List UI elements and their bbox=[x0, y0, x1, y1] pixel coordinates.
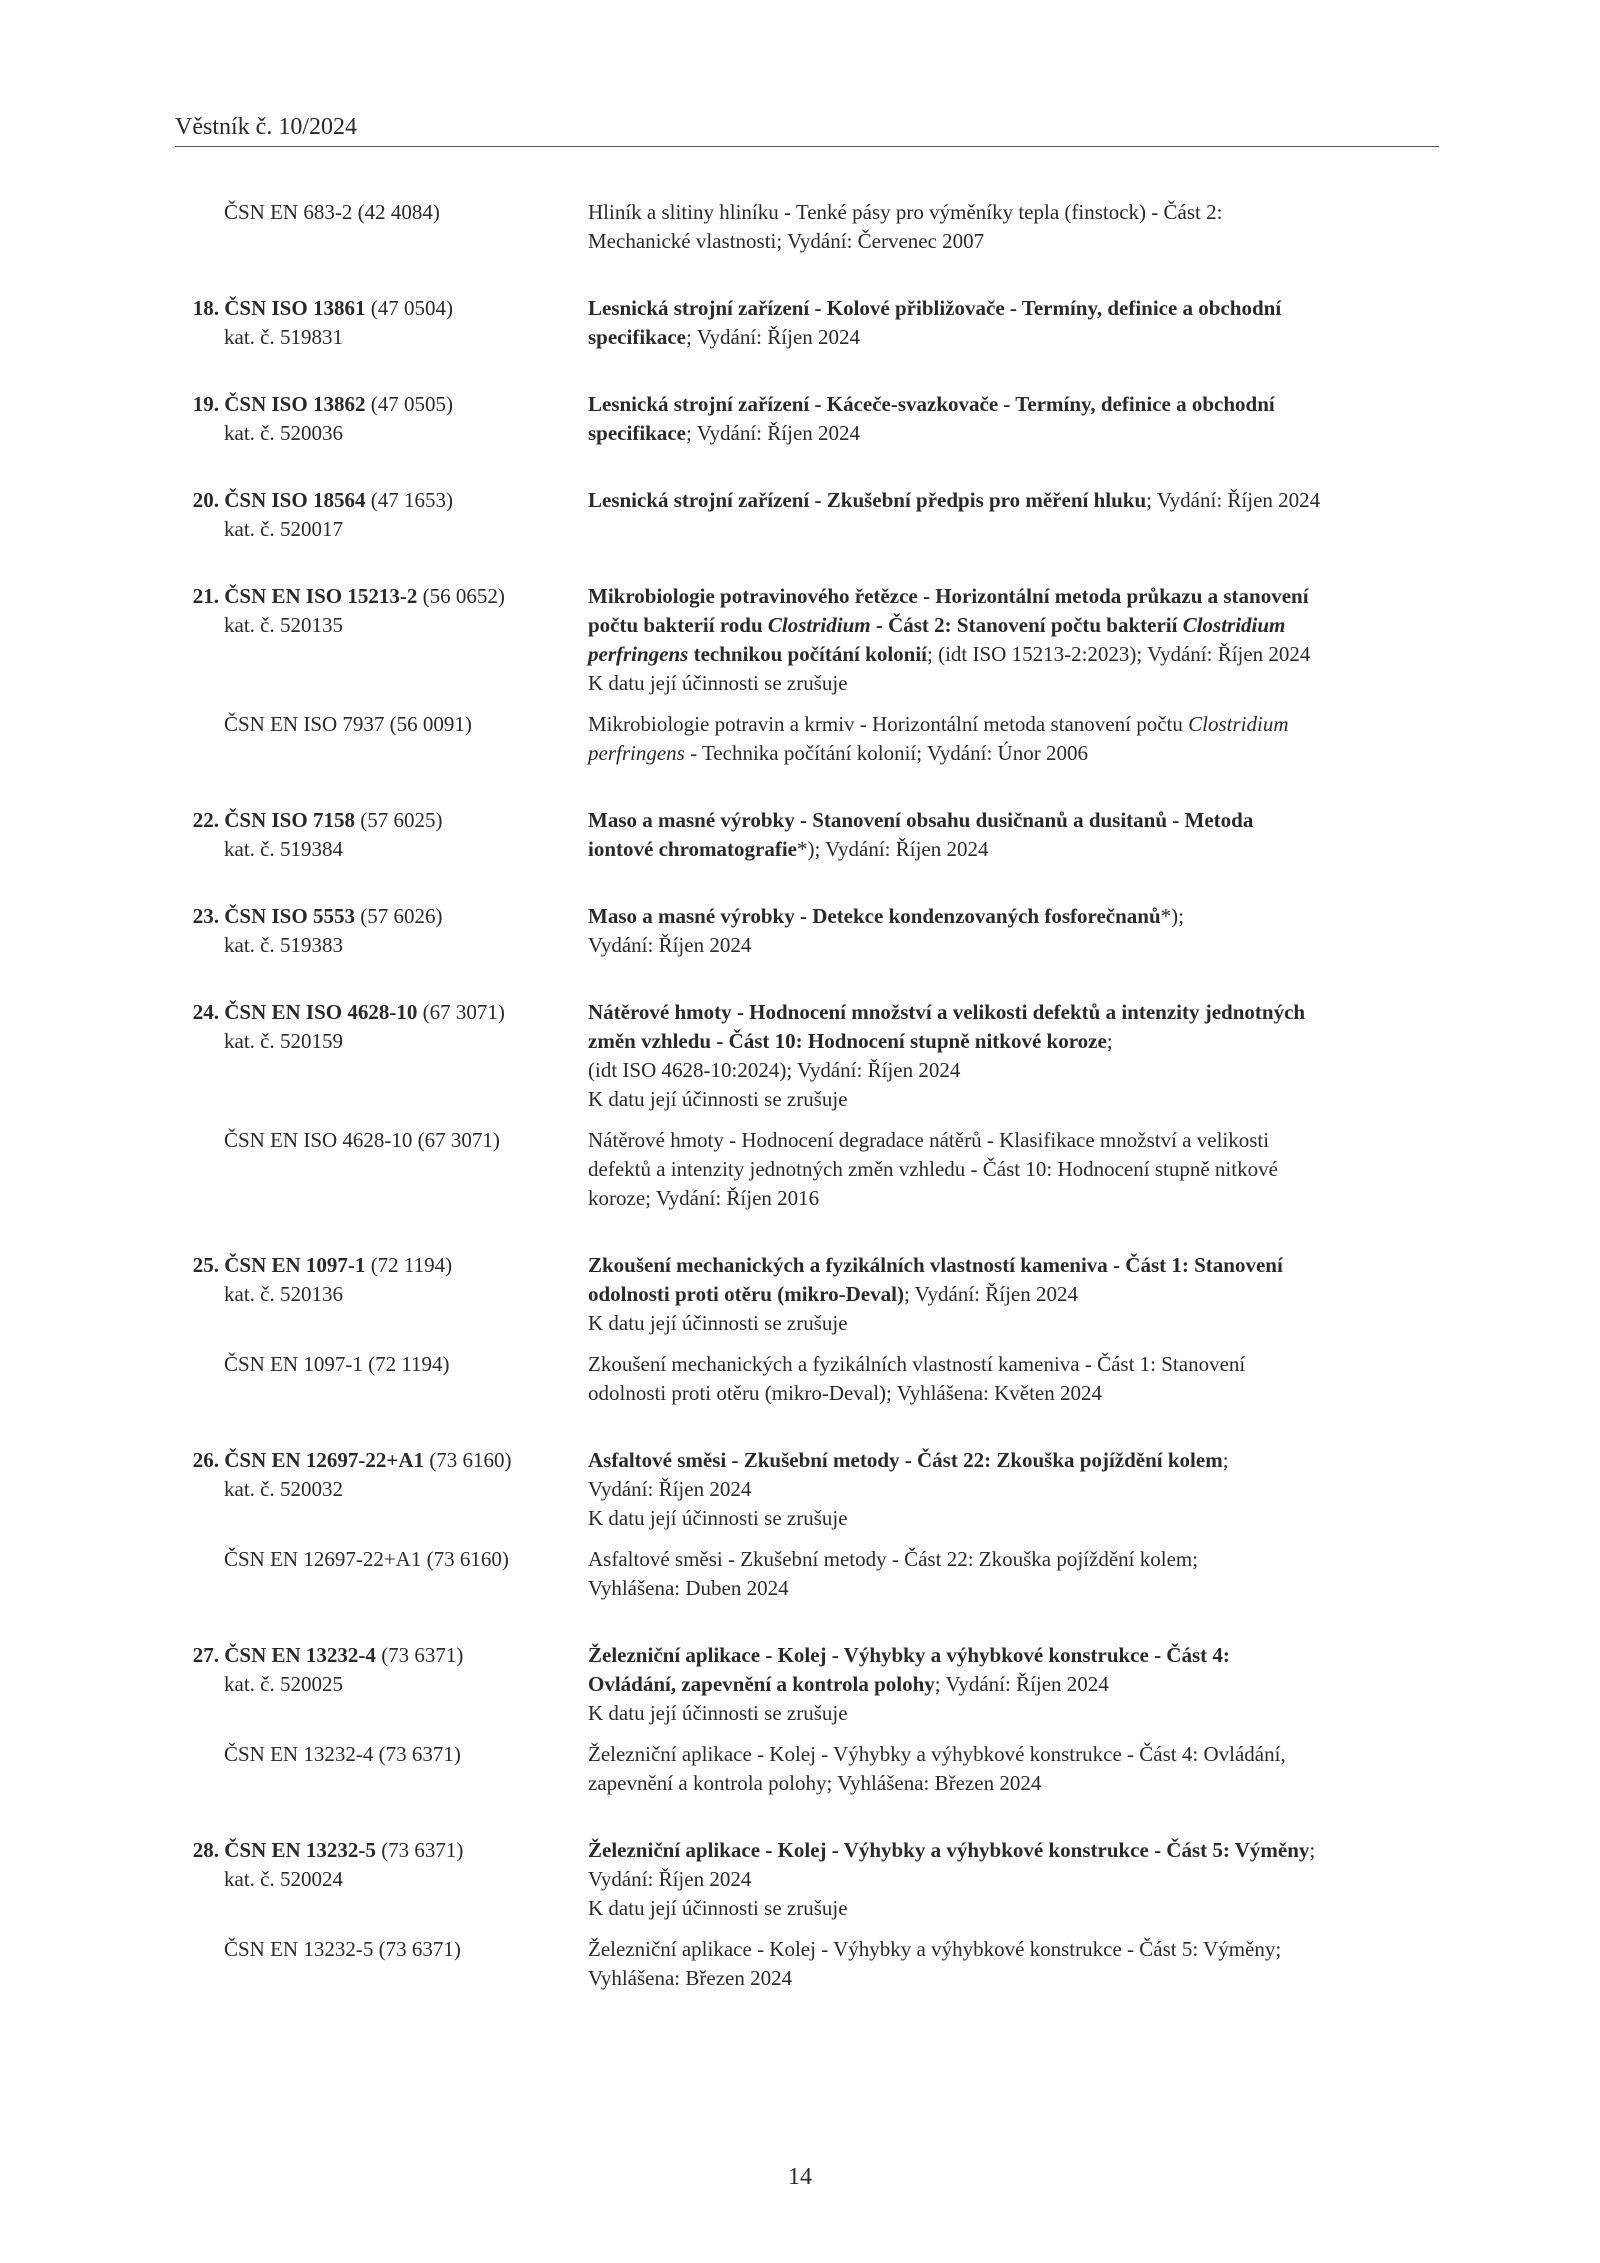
standard-title-part: *); bbox=[1160, 904, 1184, 928]
standard-title-cell bbox=[588, 1446, 1439, 1533]
standard-code-cell bbox=[175, 390, 588, 448]
superseded-title-line: defektů a intenzity jednotných změn vzhledu - Část 10: Hodnocení stupně nitkové bbox=[588, 1157, 1278, 1181]
standard-title-italic: perfringens bbox=[588, 642, 689, 666]
superseded-code: ČSN EN 13232-5 (73 6371) bbox=[224, 1937, 461, 1961]
superseded-code: ČSN EN 13232-4 (73 6371) bbox=[224, 1742, 461, 1766]
issue-date: Vydání: Říjen 2024 bbox=[588, 1867, 752, 1891]
standard-code: ČSN EN ISO 15213-2 bbox=[224, 584, 418, 608]
standard-row bbox=[175, 998, 1439, 1114]
standard-title-cell bbox=[588, 806, 1439, 864]
standard-row bbox=[175, 902, 1439, 960]
superseded-code: ČSN EN 12697-22+A1 (73 6160) bbox=[224, 1547, 509, 1571]
superseded-code-cell bbox=[175, 1126, 588, 1213]
catalog-number: kat. č. 520136 bbox=[224, 1282, 343, 1306]
standard-row bbox=[175, 582, 1439, 698]
standard-title-cell bbox=[588, 294, 1439, 352]
superseded-code-cell bbox=[175, 1350, 588, 1408]
standard-code-cell bbox=[175, 1641, 588, 1728]
superseded-code: ČSN EN ISO 7937 (56 0091) bbox=[224, 712, 472, 736]
superseded-row bbox=[175, 1740, 1439, 1798]
page-number: 14 bbox=[788, 2164, 812, 2190]
list-item bbox=[175, 1836, 1439, 1993]
issue-date: ; Vydání: Říjen 2024 bbox=[1146, 488, 1321, 512]
superseded-title-italic: perfringens bbox=[588, 741, 685, 765]
standard-title-line: Zkoušení mechanických a fyzikálních vlastností kameniva - Část 1: Stanovení bbox=[588, 1253, 1283, 1277]
list-item bbox=[175, 806, 1439, 864]
standard-row bbox=[175, 806, 1439, 864]
catalog-number: kat. č. 520024 bbox=[224, 1867, 343, 1891]
superseded-code: ČSN EN 683-2 (42 4084) bbox=[224, 200, 440, 224]
standard-code: ČSN ISO 13862 bbox=[224, 392, 366, 416]
standard-row bbox=[175, 1836, 1439, 1923]
withdrawal-note: K datu její účinnosti se zrušuje bbox=[588, 1701, 848, 1725]
standard-code: ČSN EN 13232-5 bbox=[224, 1838, 376, 1862]
superseded-title-part: Mikrobiologie potravin a krmiv - Horizontální metoda stanovení počtu bbox=[588, 712, 1189, 736]
standard-code: ČSN ISO 7158 bbox=[224, 808, 355, 832]
superseded-row bbox=[175, 1935, 1439, 1993]
standard-title-bold: iontové chromatografie bbox=[588, 837, 797, 861]
standard-title-line: Lesnická strojní zařízení - Káceče-svazkovače - Termíny, definice a obchodní bbox=[588, 392, 1275, 416]
standard-title-bold: odolnosti proti otěru (mikro-Deval) bbox=[588, 1282, 904, 1306]
standard-title-line: Lesnická strojní zařízení - Kolové přibližovače - Termíny, definice a obchodní bbox=[588, 296, 1282, 320]
standard-title-bold: změn vzhledu - Část 10: Hodnocení stupně nitkové koroze bbox=[588, 1029, 1107, 1053]
classification-code: (47 0504) bbox=[365, 296, 453, 320]
standard-title-cell bbox=[588, 1251, 1439, 1338]
standard-title-cell bbox=[588, 486, 1439, 544]
standard-title-italic: Clostridium bbox=[1182, 613, 1286, 637]
standard-title-cell bbox=[588, 998, 1439, 1114]
standard-title-bold: specifikace bbox=[588, 325, 686, 349]
superseded-code: ČSN EN 1097-1 (72 1194) bbox=[224, 1352, 450, 1376]
list-item bbox=[175, 294, 1439, 352]
withdrawal-note: K datu její účinnosti se zrušuje bbox=[588, 671, 848, 695]
entry-number: 25. bbox=[192, 1253, 219, 1277]
list-item bbox=[175, 1446, 1439, 1603]
standard-title-part: počtu bakterií rodu bbox=[588, 613, 768, 637]
classification-code: (57 6025) bbox=[354, 808, 443, 832]
superseded-title-line: Nátěrové hmoty - Hodnocení degradace nátěrů - Klasifikace množství a velikosti bbox=[588, 1128, 1270, 1152]
standard-code-cell bbox=[175, 1251, 588, 1338]
standard-code-cell bbox=[175, 486, 588, 544]
issue-date: ; Vydání: Říjen 2024 bbox=[934, 1672, 1109, 1696]
standard-code: ČSN EN 1097-1 bbox=[224, 1253, 366, 1277]
classification-code: (47 0505) bbox=[365, 392, 453, 416]
entry-number: 28. bbox=[192, 1838, 219, 1862]
superseded-title-cell bbox=[588, 1740, 1439, 1798]
superseded-title-cell bbox=[588, 1935, 1439, 1993]
superseded-title-part: - Technika počítání kolonií; Vydání: Únor 2006 bbox=[684, 741, 1088, 765]
page-header bbox=[175, 112, 1439, 147]
classification-code: (73 6160) bbox=[424, 1448, 512, 1472]
entry-number: 22. bbox=[192, 808, 219, 832]
superseded-title-line: zapevnění a kontrola polohy; Vyhlášena: Březen 2024 bbox=[588, 1771, 1042, 1795]
standard-title-cell bbox=[588, 902, 1439, 960]
standard-title-line: Železniční aplikace - Kolej - Výhybky a výhybkové konstrukce - Část 4: bbox=[588, 1643, 1230, 1667]
superseded-title-line: Vyhlášena: Březen 2024 bbox=[588, 1966, 793, 1990]
standard-row bbox=[175, 294, 1439, 352]
standard-title-bold: Lesnická strojní zařízení - Zkušební předpis pro měření hluku bbox=[588, 488, 1147, 512]
classification-code: (47 1653) bbox=[365, 488, 453, 512]
standards-list bbox=[175, 198, 1439, 2031]
standard-code: ČSN EN 13232-4 bbox=[224, 1643, 376, 1667]
list-item bbox=[175, 390, 1439, 448]
issue-date: ; Vydání: Říjen 2024 bbox=[903, 1282, 1078, 1306]
standard-title-part: technikou počítání kolonií bbox=[688, 642, 927, 666]
catalog-number: kat. č. 520159 bbox=[224, 1029, 343, 1053]
standard-row bbox=[175, 390, 1439, 448]
standard-title-part: ; bbox=[1106, 1029, 1113, 1053]
standard-code: ČSN ISO 13861 bbox=[224, 296, 366, 320]
standard-code-cell bbox=[175, 582, 588, 698]
superseded-code-cell bbox=[175, 198, 588, 256]
standard-code-cell bbox=[175, 902, 588, 960]
superseded-title-line: odolnosti proti otěru (mikro-Deval); Vyhlášena: Květen 2024 bbox=[588, 1381, 1103, 1405]
entry-number: 20. bbox=[192, 488, 219, 512]
catalog-number: kat. č. 520025 bbox=[224, 1672, 343, 1696]
superseded-row bbox=[175, 1350, 1439, 1408]
catalog-number: kat. č. 519383 bbox=[224, 933, 343, 957]
entry-number: 18. bbox=[192, 296, 219, 320]
issue-date: (idt ISO 4628-10:2024); Vydání: Říjen 2024 bbox=[588, 1058, 961, 1082]
standard-title-bold: Maso a masné výrobky - Detekce kondenzovaných fosforečnanů bbox=[588, 904, 1161, 928]
standard-title-bold: specifikace bbox=[588, 421, 686, 445]
classification-code: (57 6026) bbox=[354, 904, 443, 928]
classification-code: (67 3071) bbox=[417, 1000, 505, 1024]
standard-row bbox=[175, 486, 1439, 544]
superseded-title-line: Železniční aplikace - Kolej - Výhybky a výhybkové konstrukce - Část 5: Výměny; bbox=[588, 1937, 1282, 1961]
standard-code-cell bbox=[175, 806, 588, 864]
catalog-number: kat. č. 520017 bbox=[224, 517, 343, 541]
superseded-row bbox=[175, 710, 1439, 768]
standard-row bbox=[175, 1446, 1439, 1533]
catalog-number: kat. č. 520036 bbox=[224, 421, 343, 445]
standard-title-part: ; bbox=[1309, 1838, 1316, 1862]
superseded-row bbox=[175, 198, 1439, 256]
superseded-code-cell bbox=[175, 1545, 588, 1603]
standard-title-cell bbox=[588, 1641, 1439, 1728]
superseded-code-cell bbox=[175, 710, 588, 768]
classification-code: (73 6371) bbox=[375, 1838, 464, 1862]
superseded-title-line: koroze; Vydání: Říjen 2016 bbox=[588, 1186, 820, 1210]
entry-number: 24. bbox=[192, 1000, 219, 1024]
withdrawal-note: K datu její účinnosti se zrušuje bbox=[588, 1896, 848, 1920]
superseded-row bbox=[175, 1126, 1439, 1213]
standard-title-part: - Část 2: Stanovení počtu bakterií bbox=[870, 613, 1183, 637]
superseded-title-line: Hliník a slitiny hliníku - Tenké pásy pro výměníky tepla (finstock) - Část 2: bbox=[588, 200, 1223, 224]
standard-code: ČSN EN 12697-22+A1 bbox=[224, 1448, 425, 1472]
standard-title-line: Nátěrové hmoty - Hodnocení množství a velikosti defektů a intenzity jednotných bbox=[588, 1000, 1306, 1024]
standard-title-cell bbox=[588, 582, 1439, 698]
issue-date: ; Vydání: Říjen 2024 bbox=[685, 421, 861, 445]
superseded-title-line: Vyhlášena: Duben 2024 bbox=[588, 1576, 789, 1600]
standard-code-cell bbox=[175, 1836, 588, 1923]
list-item bbox=[175, 998, 1439, 1213]
superseded-row bbox=[175, 1545, 1439, 1603]
standard-title-bold: Železniční aplikace - Kolej - Výhybky a výhybkové konstrukce - Část 5: Výměny bbox=[588, 1838, 1310, 1862]
standard-code: ČSN ISO 18564 bbox=[224, 488, 366, 512]
standard-code-cell bbox=[175, 1446, 588, 1533]
list-item bbox=[175, 1251, 1439, 1408]
classification-code: (72 1194) bbox=[365, 1253, 453, 1277]
superseded-title-italic: Clostridium bbox=[1188, 712, 1289, 736]
page-footer bbox=[0, 2162, 1600, 2192]
catalog-number: kat. č. 520032 bbox=[224, 1477, 343, 1501]
superseded-title-line: Zkoušení mechanických a fyzikálních vlastností kameniva - Část 1: Stanovení bbox=[588, 1352, 1246, 1376]
superseded-title-cell bbox=[588, 1545, 1439, 1603]
issue-date: Vydání: Říjen 2024 bbox=[588, 1477, 752, 1501]
withdrawal-note: K datu její účinnosti se zrušuje bbox=[588, 1087, 848, 1111]
standard-title-line: Maso a masné výrobky - Stanovení obsahu dusičnanů a dusitanů - Metoda bbox=[588, 808, 1254, 832]
superseded-title-line: Železniční aplikace - Kolej - Výhybky a výhybkové konstrukce - Část 4: Ovládání, bbox=[588, 1742, 1286, 1766]
entry-number: 21. bbox=[192, 584, 219, 608]
standard-title-italic: Clostridium bbox=[767, 613, 871, 637]
list-item bbox=[175, 198, 1439, 256]
issue-date: *); Vydání: Říjen 2024 bbox=[796, 837, 989, 861]
list-item bbox=[175, 486, 1439, 544]
superseded-title-cell bbox=[588, 1126, 1439, 1213]
entry-number: 23. bbox=[192, 904, 219, 928]
standard-code-cell bbox=[175, 998, 588, 1114]
classification-code: (73 6371) bbox=[375, 1643, 464, 1667]
superseded-title-cell bbox=[588, 198, 1439, 256]
entry-number: 27. bbox=[192, 1643, 219, 1667]
catalog-number: kat. č. 519384 bbox=[224, 837, 343, 861]
catalog-number: kat. č. 519831 bbox=[224, 325, 343, 349]
issue-date: ; Vydání: Říjen 2024 bbox=[685, 325, 861, 349]
list-item bbox=[175, 1641, 1439, 1798]
catalog-number: kat. č. 520135 bbox=[224, 613, 343, 637]
issue-date: ; (idt ISO 15213-2:2023); Vydání: Říjen 2024 bbox=[927, 642, 1311, 666]
standard-title-bold: Ovládání, zapevnění a kontrola polohy bbox=[588, 1672, 935, 1696]
standard-title-line: Mikrobiologie potravinového řetězce - Horizontální metoda průkazu a stanovení bbox=[588, 584, 1309, 608]
entry-number: 19. bbox=[192, 392, 219, 416]
standard-title-cell bbox=[588, 390, 1439, 448]
withdrawal-note: K datu její účinnosti se zrušuje bbox=[588, 1311, 848, 1335]
list-item bbox=[175, 902, 1439, 960]
standard-code: ČSN ISO 5553 bbox=[224, 904, 355, 928]
superseded-title-cell bbox=[588, 1350, 1439, 1408]
withdrawal-note: K datu její účinnosti se zrušuje bbox=[588, 1506, 848, 1530]
standard-row bbox=[175, 1641, 1439, 1728]
superseded-code-cell bbox=[175, 1740, 588, 1798]
superseded-title-line: Mechanické vlastnosti; Vydání: Červenec 2007 bbox=[588, 229, 985, 253]
superseded-title-cell bbox=[588, 710, 1439, 768]
standard-title-part: ; bbox=[1222, 1448, 1229, 1472]
bulletin-title: Věstník č. 10/2024 bbox=[175, 114, 357, 140]
list-item bbox=[175, 582, 1439, 768]
classification-code: (56 0652) bbox=[417, 584, 505, 608]
standard-code: ČSN EN ISO 4628-10 bbox=[224, 1000, 418, 1024]
issue-date: Vydání: Říjen 2024 bbox=[588, 933, 752, 957]
standard-row bbox=[175, 1251, 1439, 1338]
standard-title-cell bbox=[588, 1836, 1439, 1923]
superseded-code-cell bbox=[175, 1935, 588, 1993]
standard-code-cell bbox=[175, 294, 588, 352]
superseded-title-line: Asfaltové směsi - Zkušební metody - Část 22: Zkouška pojíždění kolem; bbox=[588, 1547, 1199, 1571]
superseded-code: ČSN EN ISO 4628-10 (67 3071) bbox=[224, 1128, 500, 1152]
entry-number: 26. bbox=[192, 1448, 219, 1472]
standard-title-bold: Asfaltové směsi - Zkušební metody - Část 22: Zkouška pojíždění kolem bbox=[588, 1448, 1223, 1472]
